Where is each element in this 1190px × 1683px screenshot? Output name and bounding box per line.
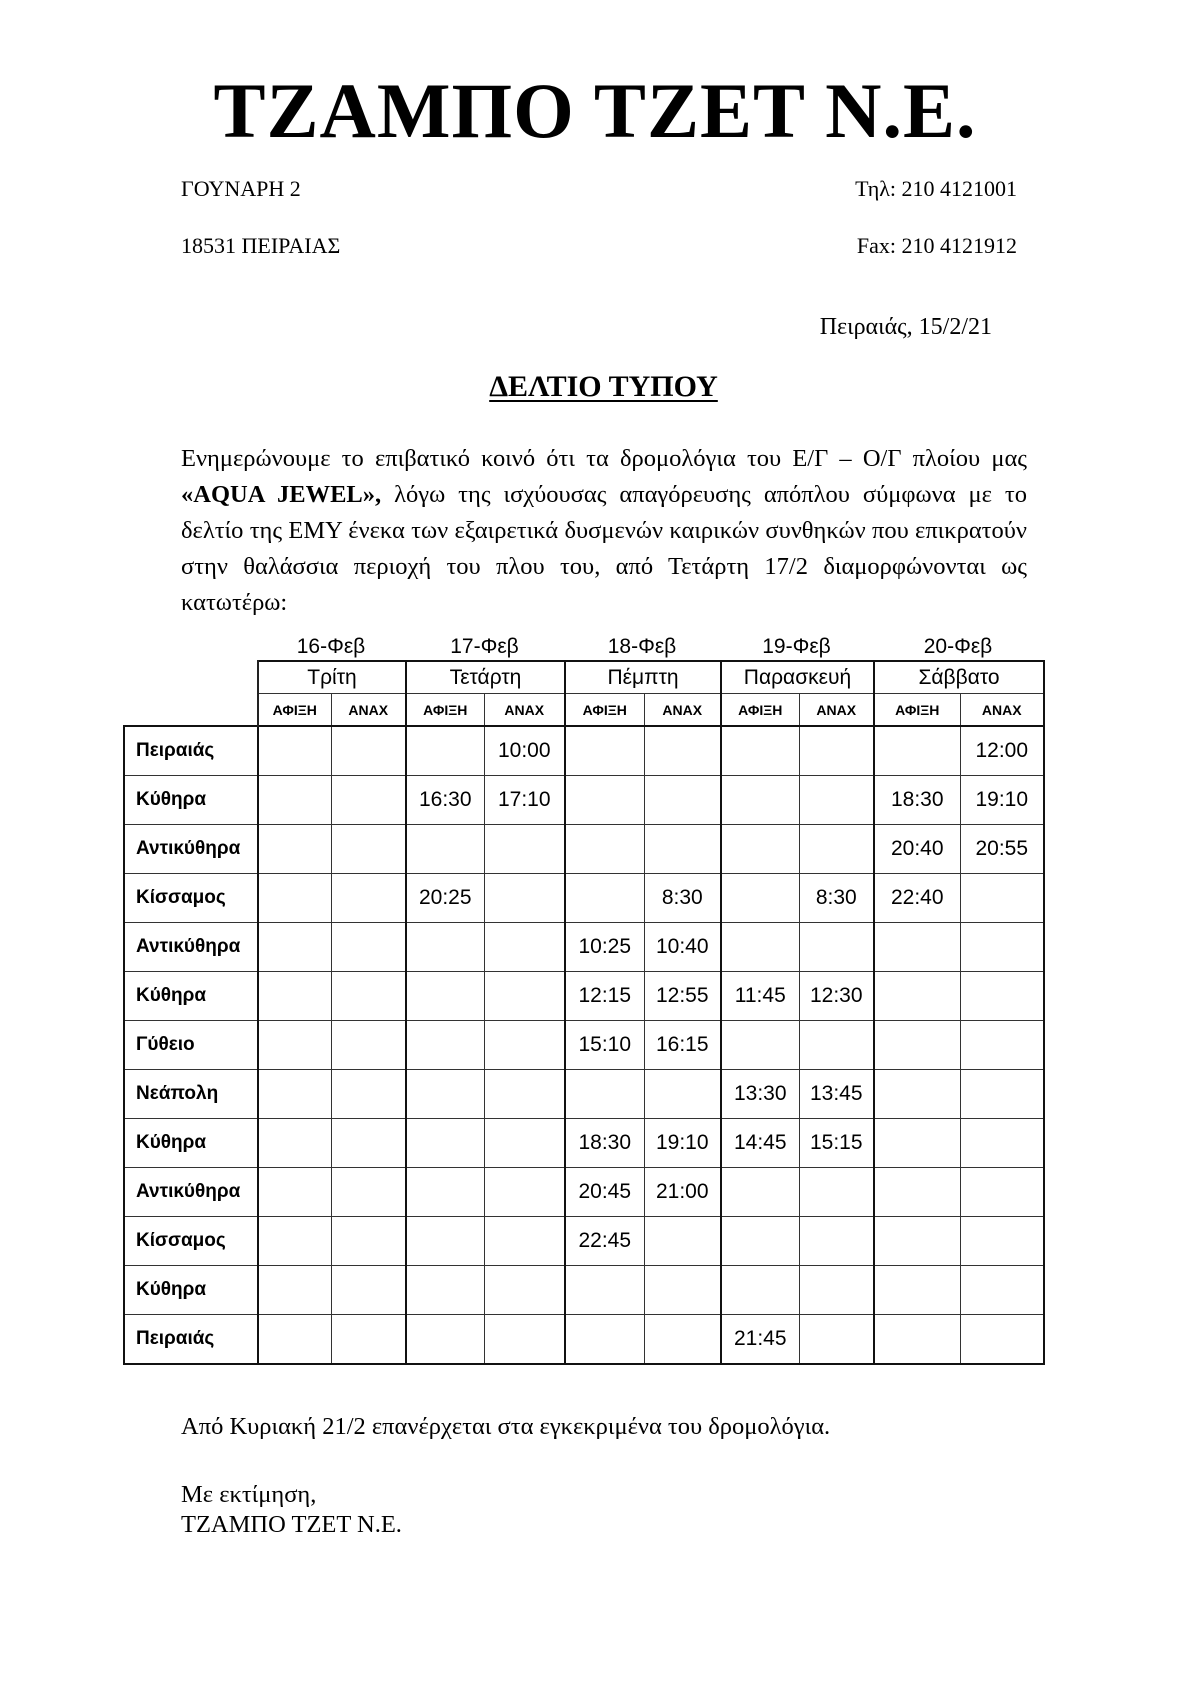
day-header: Τετάρτη — [406, 661, 565, 694]
departure-time-cell — [484, 1168, 565, 1217]
arrival-time-cell — [565, 726, 644, 776]
arrival-time-cell: 21:45 — [721, 1315, 799, 1365]
day-header: Πέμπτη — [565, 661, 721, 694]
arrival-time-cell — [721, 874, 799, 923]
port-name: Κίσσαμος — [124, 874, 258, 923]
table-row — [124, 1266, 1044, 1315]
departure-time-cell — [799, 1168, 874, 1217]
phone-number: Τηλ: 210 4121001 — [855, 176, 1017, 201]
day-header: Παρασκευή — [721, 661, 874, 694]
arrival-time-cell — [406, 1021, 484, 1070]
paragraph-text-2: λόγω της ισχύουσας απαγόρευσης απόπλου σύμφωνα με το δελτίο της ΕΜΥ ένεκα των εξαιρετικά δυσμενών καιρικών συνθηκών που επικρατούν στην θαλάσσια περιοχή του πλου του, από Τετάρτη 17/2 διαμορφώνονται ως κατωτέρω: — [181, 481, 1027, 616]
departure-time-cell: 20:55 — [960, 825, 1044, 874]
arrival-time-cell — [721, 1266, 799, 1315]
paragraph-text-1: Ενημερώνουμε το επιβατικό κοινό ότι τα δρομολόγια του Ε/Γ – Ο/Γ πλοίου μας — [181, 445, 1027, 472]
arrival-time-cell — [258, 1266, 331, 1315]
port-name: Αντικύθηρα — [124, 923, 258, 972]
arrival-time-cell — [406, 1070, 484, 1119]
departure-time-cell: 10:00 — [484, 726, 565, 776]
table-row — [124, 1119, 1044, 1168]
port-name: Αντικύθηρα — [124, 1168, 258, 1217]
arrival-time-cell — [874, 923, 960, 972]
departure-time-cell — [484, 1119, 565, 1168]
departure-time-cell — [644, 1315, 721, 1365]
table-row — [124, 1315, 1044, 1365]
arrival-time-cell: 20:45 — [565, 1168, 644, 1217]
date-label: 19-Φεβ — [762, 635, 831, 658]
departure-time-cell — [331, 972, 406, 1021]
day-header: Σάββατο — [874, 661, 1044, 694]
table-row — [124, 972, 1044, 1021]
departure-time-cell — [799, 1315, 874, 1365]
day-header: Τρίτη — [258, 661, 406, 694]
table-row — [124, 1168, 1044, 1217]
departure-time-cell — [644, 726, 721, 776]
departure-time-cell — [799, 1266, 874, 1315]
departure-header: ΑΝΑΧ — [331, 694, 406, 727]
arrival-time-cell — [258, 776, 331, 825]
place-date: Πειραιάς, 15/2/21 — [819, 314, 992, 340]
departure-time-cell: 19:10 — [644, 1119, 721, 1168]
departure-time-cell: 10:40 — [644, 923, 721, 972]
arrival-time-cell — [258, 825, 331, 874]
date-label: 16-Φεβ — [296, 635, 366, 658]
arrival-time-cell — [258, 923, 331, 972]
day-names-row — [124, 661, 1044, 694]
arrival-time-cell — [565, 825, 644, 874]
departure-time-cell — [799, 1021, 874, 1070]
arrival-time-cell: 18:30 — [565, 1119, 644, 1168]
arrival-header: ΑΦΙΞΗ — [721, 694, 799, 727]
departure-time-cell — [484, 1266, 565, 1315]
arrival-time-cell — [721, 1168, 799, 1217]
departure-time-cell — [799, 726, 874, 776]
departure-time-cell — [331, 1266, 406, 1315]
departure-time-cell — [331, 776, 406, 825]
table-row — [124, 874, 1044, 923]
announcement-paragraph — [181, 441, 1027, 621]
arrival-time-cell — [406, 726, 484, 776]
arrival-time-cell — [721, 776, 799, 825]
arrival-time-cell — [874, 1315, 960, 1365]
departure-time-cell: 13:45 — [799, 1070, 874, 1119]
departure-time-cell — [799, 825, 874, 874]
arrival-time-cell — [721, 825, 799, 874]
arrival-time-cell: 13:30 — [721, 1070, 799, 1119]
arrival-header: ΑΦΙΞΗ — [258, 694, 331, 727]
signature: ΤΖΑΜΠΟ ΤΖΕΤ Ν.Ε. — [181, 1511, 402, 1538]
arrival-header: ΑΦΙΞΗ — [874, 694, 960, 727]
departure-time-cell: 12:55 — [644, 972, 721, 1021]
departure-time-cell — [484, 825, 565, 874]
departure-time-cell — [331, 1315, 406, 1365]
arrival-time-cell — [258, 1315, 331, 1365]
departure-time-cell — [484, 1315, 565, 1365]
press-release-heading: ΔΕΛΤΙΟ ΤΥΠΟΥ — [489, 370, 718, 403]
ship-name: «AQUA JEWEL», — [181, 481, 382, 508]
arrival-time-cell — [721, 1021, 799, 1070]
departure-time-cell: 12:30 — [799, 972, 874, 1021]
arrival-time-cell — [565, 1266, 644, 1315]
port-name: Νεάπολη — [124, 1070, 258, 1119]
date-label: 17-Φεβ — [450, 635, 519, 658]
departure-time-cell — [331, 1168, 406, 1217]
table-row — [124, 1021, 1044, 1070]
port-name: Κύθηρα — [124, 972, 258, 1021]
arrival-time-cell: 18:30 — [874, 776, 960, 825]
departure-time-cell — [331, 726, 406, 776]
arrival-time-cell — [406, 972, 484, 1021]
departure-time-cell: 15:15 — [799, 1119, 874, 1168]
arrival-time-cell — [874, 972, 960, 1021]
port-name: Κύθηρα — [124, 776, 258, 825]
departure-time-cell — [331, 1021, 406, 1070]
departure-time-cell — [960, 1070, 1044, 1119]
port-name: Αντικύθηρα — [124, 825, 258, 874]
departure-time-cell — [644, 776, 721, 825]
departure-time-cell — [484, 1217, 565, 1266]
arrival-time-cell: 15:10 — [565, 1021, 644, 1070]
departure-header: ΑΝΑΧ — [960, 694, 1044, 727]
departure-time-cell — [331, 1217, 406, 1266]
table-row — [124, 726, 1044, 776]
departure-time-cell — [331, 1119, 406, 1168]
arrival-time-cell — [258, 726, 331, 776]
arrival-time-cell: 20:25 — [406, 874, 484, 923]
departure-time-cell: 8:30 — [644, 874, 721, 923]
departure-time-cell — [799, 1217, 874, 1266]
port-name: Κύθηρα — [124, 1266, 258, 1315]
port-name: Κίσσαμος — [124, 1217, 258, 1266]
arrival-header: ΑΦΙΞΗ — [565, 694, 644, 727]
departure-time-cell — [799, 776, 874, 825]
arrival-time-cell — [406, 825, 484, 874]
arrival-time-cell — [721, 923, 799, 972]
fax-number: Fax: 210 4121912 — [856, 233, 1017, 258]
departure-time-cell — [644, 1217, 721, 1266]
departure-time-cell: 12:00 — [960, 726, 1044, 776]
port-name: Πειραιάς — [124, 1315, 258, 1365]
arrival-time-cell: 16:30 — [406, 776, 484, 825]
departure-time-cell — [484, 972, 565, 1021]
arrival-time-cell — [565, 1315, 644, 1365]
date-label: 18-Φεβ — [607, 635, 677, 658]
arrival-time-cell — [874, 1266, 960, 1315]
schedule-table — [123, 660, 1045, 1365]
arrival-time-cell — [406, 1119, 484, 1168]
departure-time-cell — [644, 1266, 721, 1315]
departure-time-cell — [960, 1217, 1044, 1266]
departure-time-cell: 19:10 — [960, 776, 1044, 825]
departure-time-cell — [799, 923, 874, 972]
departure-time-cell — [960, 874, 1044, 923]
arrival-time-cell — [258, 1021, 331, 1070]
departure-time-cell — [484, 874, 565, 923]
arrival-time-cell — [258, 1168, 331, 1217]
port-name: Γύθειο — [124, 1021, 258, 1070]
address-street: ΓΟΥΝΑΡΗ 2 — [181, 176, 301, 201]
arrival-time-cell: 10:25 — [565, 923, 644, 972]
table-row — [124, 825, 1044, 874]
port-name: Πειραιάς — [124, 726, 258, 776]
arrival-time-cell — [258, 874, 331, 923]
arrival-time-cell — [874, 1168, 960, 1217]
departure-time-cell — [960, 923, 1044, 972]
arrival-time-cell — [874, 1217, 960, 1266]
arrival-time-cell — [406, 1168, 484, 1217]
departure-header: ΑΝΑΧ — [799, 694, 874, 727]
departure-time-cell — [484, 1021, 565, 1070]
arrival-time-cell — [406, 1315, 484, 1365]
address-city: 18531 ΠΕΙΡΑΙΑΣ — [181, 233, 341, 258]
arrival-time-cell — [258, 1119, 331, 1168]
departure-time-cell — [644, 1070, 721, 1119]
arrival-time-cell — [406, 1217, 484, 1266]
arrival-time-cell: 20:40 — [874, 825, 960, 874]
arrival-time-cell — [874, 1021, 960, 1070]
departure-time-cell — [960, 1168, 1044, 1217]
resume-note: Από Κυριακή 21/2 επανέρχεται στα εγκεκριμένα του δρομολόγια. — [181, 1413, 831, 1440]
arrival-time-cell — [874, 1119, 960, 1168]
departure-time-cell — [960, 1119, 1044, 1168]
arrival-time-cell — [874, 1070, 960, 1119]
departure-time-cell: 21:00 — [644, 1168, 721, 1217]
arrival-time-cell — [565, 776, 644, 825]
arrival-time-cell: 11:45 — [721, 972, 799, 1021]
arrival-time-cell — [874, 726, 960, 776]
departure-time-cell — [331, 1070, 406, 1119]
table-row — [124, 1217, 1044, 1266]
departure-header: ΑΝΑΧ — [484, 694, 565, 727]
departure-time-cell — [331, 874, 406, 923]
departure-time-cell — [331, 825, 406, 874]
departure-time-cell — [484, 923, 565, 972]
table-row — [124, 923, 1044, 972]
departure-time-cell — [644, 825, 721, 874]
arrival-time-cell — [721, 1217, 799, 1266]
arrival-time-cell — [721, 726, 799, 776]
departure-time-cell: 8:30 — [799, 874, 874, 923]
departure-time-cell — [960, 1266, 1044, 1315]
departure-header: ΑΝΑΧ — [644, 694, 721, 727]
departure-time-cell — [331, 923, 406, 972]
schedule-dates-row — [257, 634, 1043, 660]
arrival-time-cell — [406, 923, 484, 972]
arrival-header: ΑΦΙΞΗ — [406, 694, 484, 727]
table-row — [124, 776, 1044, 825]
departure-time-cell — [484, 1070, 565, 1119]
departure-time-cell: 17:10 — [484, 776, 565, 825]
departure-time-cell — [960, 1315, 1044, 1365]
arrival-time-cell — [258, 972, 331, 1021]
arrival-time-cell — [258, 1070, 331, 1119]
departure-time-cell — [960, 1021, 1044, 1070]
table-row — [124, 1070, 1044, 1119]
arrival-time-cell: 12:15 — [565, 972, 644, 1021]
closing-regards: Με εκτίμηση, — [181, 1481, 317, 1508]
company-title: ΤΖΑΜΠΟ ΤΖΕΤ Ν.Ε. — [213, 67, 977, 154]
arrival-time-cell — [406, 1266, 484, 1315]
arrival-time-cell — [258, 1217, 331, 1266]
departure-time-cell — [960, 972, 1044, 1021]
arrival-time-cell — [565, 1070, 644, 1119]
arrival-time-cell: 22:45 — [565, 1217, 644, 1266]
port-name: Κύθηρα — [124, 1119, 258, 1168]
date-label: 20-Φεβ — [923, 635, 993, 658]
sub-header-row — [124, 694, 1044, 727]
arrival-time-cell: 22:40 — [874, 874, 960, 923]
arrival-time-cell — [565, 874, 644, 923]
arrival-time-cell: 14:45 — [721, 1119, 799, 1168]
departure-time-cell: 16:15 — [644, 1021, 721, 1070]
